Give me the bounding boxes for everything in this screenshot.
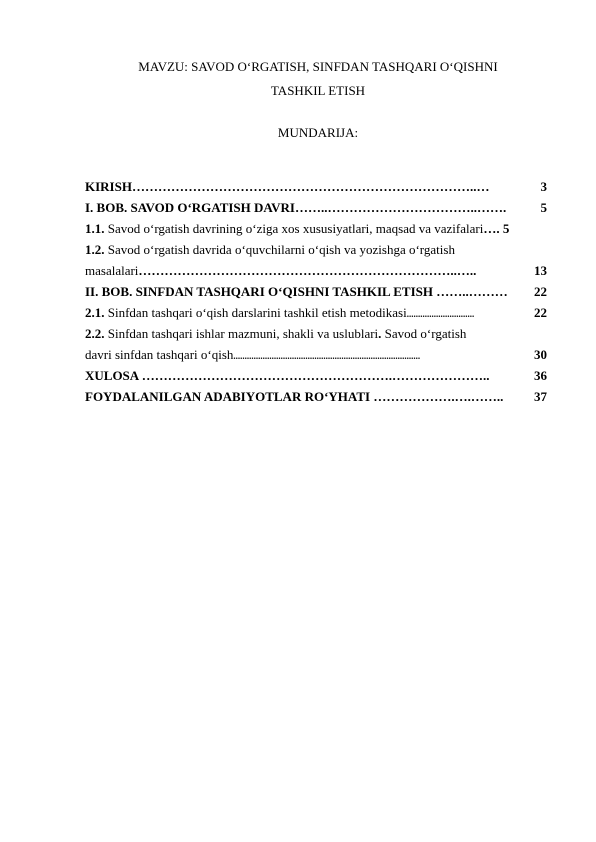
toc-entry-title-suffix: . Savod o‘rgatish <box>378 326 467 341</box>
toc-entry-number: 2.1. <box>85 305 105 320</box>
toc-entry-title: Sinfdan tashqari ishlar mazmuni, shakli va uslublari <box>104 326 379 341</box>
toc-page-number: 22 <box>533 281 547 302</box>
toc-entry-number: 1.2. <box>85 242 105 257</box>
toc-leader-dots: ................................................................................... <box>233 351 421 361</box>
toc-page-number: 30 <box>533 344 547 365</box>
toc-page-number: 36 <box>533 365 547 386</box>
toc-leader-dots: ……………………………………………………………………..… <box>131 179 490 194</box>
toc-entry-bibliography <box>85 386 547 407</box>
toc-entry-title: XULOSA <box>85 368 139 383</box>
toc-entry-2-2 <box>85 323 547 344</box>
toc-entry-1-1 <box>85 218 547 239</box>
toc-entry-title: II. BOB. SINFDAN TASHQARI O‘QISHNI TASHKIL ETISH <box>85 284 433 299</box>
document-title-line-2: TASHKIL ETISH <box>270 83 366 98</box>
toc-leader-dots: ………………………………………………………………..….. <box>138 263 477 278</box>
toc-entry-title: FOYDALANILGAN ADABIYOTLAR RO‘YHATI <box>85 389 371 404</box>
contents-heading: MUNDARIJA: <box>277 125 359 140</box>
toc-entry-1-2 <box>85 239 547 260</box>
document-title-line-1: MAVZU: SAVOD O‘RGATISH, SINFDAN TASHQARI O‘QISHNI <box>138 59 498 74</box>
toc-entry-number: 1.1. <box>85 221 105 236</box>
toc-entry-2-1 <box>85 302 547 323</box>
toc-entry-number: 2.2. <box>85 326 105 341</box>
toc-entry-2-2-continued <box>85 344 547 365</box>
toc-entry-title: Savod o‘rgatish davrida o‘quvchilarni o‘qish va yozishga o‘rgatish <box>104 242 455 257</box>
toc-entry-chapter-1 <box>85 197 547 218</box>
toc-entry-kirish <box>85 176 547 197</box>
toc-leader-dots: ……………….….…….. <box>370 389 504 404</box>
toc-page-number: 13 <box>533 260 547 281</box>
toc-entry-xulosa <box>85 365 547 386</box>
toc-entry-title: Sinfdan tashqari o‘qish darslarini tashkil etish metodikasi <box>104 305 407 320</box>
toc-leader-dots: …. <box>483 221 503 236</box>
toc-leader-dots: ……..……………………………..……. <box>294 200 507 215</box>
toc-page-number: 22 <box>533 302 547 323</box>
toc-page-number: 5 <box>540 197 548 218</box>
toc-entry-title: Savod o‘rgatish davrining o‘ziga xos xususiyatlari, maqsad va vazifalari <box>104 221 484 236</box>
toc-page-number: 3 <box>540 176 548 197</box>
toc-leader-dots: .............................. <box>406 309 475 319</box>
toc-page-number: 5 <box>502 221 510 236</box>
toc-entry-title: I. BOB. SAVOD O‘RGATISH DAVRI <box>85 200 295 215</box>
table-of-contents <box>85 176 547 407</box>
toc-entry-title: davri sinfdan tashqari o‘qish <box>85 347 234 362</box>
toc-leader-dots: ………………………………………………….………………….. <box>138 368 490 383</box>
toc-entry-title: masalalari <box>85 263 139 278</box>
toc-leader-dots: ……..……… <box>432 284 508 299</box>
toc-entry-chapter-2 <box>85 281 547 302</box>
toc-entry-title: KIRISH <box>85 179 132 194</box>
toc-entry-1-2-continued <box>85 260 547 281</box>
toc-page-number: 37 <box>533 386 547 407</box>
